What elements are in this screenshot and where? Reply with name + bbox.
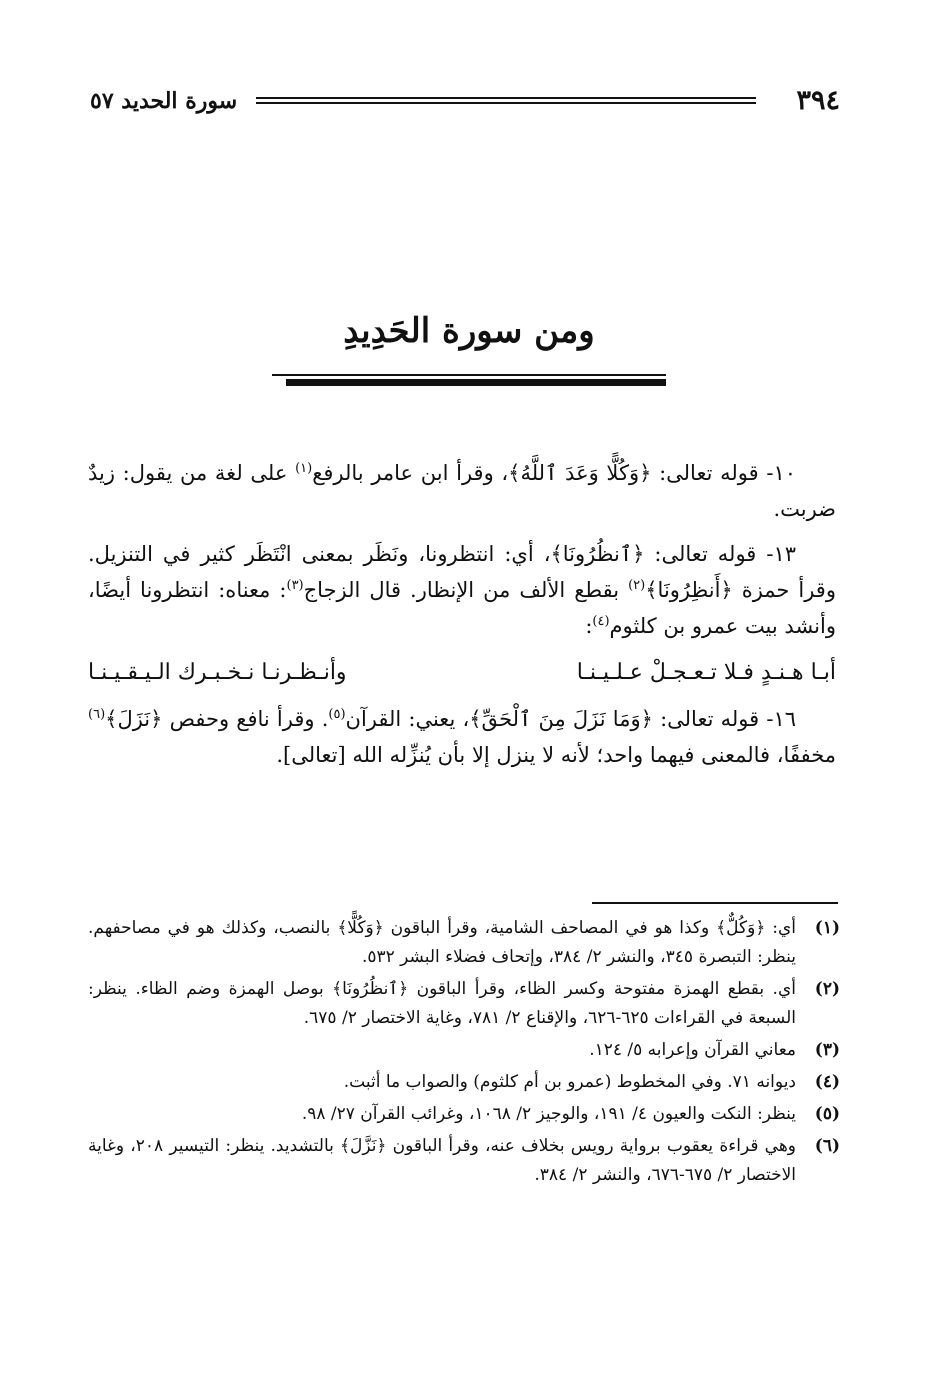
footnote-number: (٥): [814, 1104, 840, 1124]
poem-second-hemistich: وأنـظـرنـا نـخـبـرك الـيـقـيـنـا: [88, 660, 347, 685]
running-title: سورة الحديد ٥٧: [90, 88, 238, 114]
footnote-ref-1: (١): [295, 461, 313, 476]
footnote-ref-3: (٣): [286, 578, 304, 593]
paragraph-verse-10: ١٠- قوله تعالى: ﴿وَكُلًّا وَعَدَ ٱللَّهُ﴾، وقرأ ابن عامر بالرفع$^{(١)}$ على لغة من يقول: زيدٌ ضربت.: [88, 461, 836, 521]
footnote-item: [88, 1036, 840, 1065]
footnote-number: (٣): [814, 1040, 840, 1060]
page-number: ٣٩٤: [796, 85, 840, 116]
footnote-number: (٢): [814, 979, 840, 999]
paragraph-verse-16: ١٦- قوله تعالى: ﴿وَمَا نَزَلَ مِنَ ٱلْحَقِّ﴾، يعني: القرآن$^{(٥)}$. وقرأ نافع وحفص ﴿نَزَلَ﴾$^{(٦)}$ مخففًا، فالمعنى فيهما واحد؛ لأنه لا ينزل إلا بأن يُنزِّله الله [تعالى].: [88, 707, 836, 767]
footnote-text: ديوانه ٧١. وفي المخطوط (عمرو بن أم كلثوم) والصواب ما أثبت.: [343, 1072, 796, 1092]
footnote-number: (٦): [814, 1136, 840, 1156]
footnote-ref-6: (٦): [88, 707, 106, 722]
footnote-item: [88, 975, 840, 1033]
poem-verse: [88, 653, 836, 693]
footnote-separator: [592, 902, 838, 904]
running-header: [90, 84, 840, 118]
paragraph-verse-13: ١٣- قوله تعالى: ﴿ٱنظُرُونَا﴾، أي: انتظرونا، ونَظَر بمعنى انْتَظَر كثير في التنزيل. وقرأ حمزة ﴿أَنظِرُونَا﴾$^{(٢)}$ بقطع الألف من الإنظار. قال الزجاج$^{(٣)}$: معناه: انتظرونا أيضًا، وأنشد بيت عمرو بن كلثوم$^{(٤)}$:: [88, 542, 836, 638]
surah-heading: ومن سورة الحَدِيدِ: [343, 311, 595, 351]
footnote-item: [88, 1132, 840, 1190]
footnote-text: معاني القرآن وإعرابه ٥/ ١٢٤.: [589, 1040, 796, 1060]
footnote-ref-5: (٥): [328, 707, 346, 722]
footnote-text: أي: ﴿وَكُلٌّ﴾ وكذا هو في المصاحف الشامية، وقرأ الباقون ﴿وَكُلًّا﴾ بالنصب، وكذلك هو في مصاحفهم. ينظر: التبصرة ٣٤٥، والنشر ٢/ ٣٨٤، وإتحاف فضلاء البشر ٥٣٢.: [88, 918, 796, 967]
footnote-number: (١): [814, 918, 840, 938]
poem-first-hemistich: أبـا هـنـدٍ فـلا تـعـجـلْ عـلـيـنـا: [576, 660, 836, 685]
footnote-ref-2: (٢): [628, 578, 646, 593]
heading-rule: [272, 374, 666, 388]
header-double-rule: [256, 97, 756, 105]
footnote-item: [88, 1100, 840, 1129]
main-text: [88, 455, 836, 782]
footnote-number: (٤): [814, 1072, 840, 1092]
footnote-text: أي. بقطع الهمزة مفتوحة وكسر الظاء، وقرأ الباقون ﴿ٱنظُرُونَا﴾ بوصل الهمزة وضم الظاء. ينظر: السبعة في القراءات ٦٢٥-٦٢٦، والإقناع ٢/ ٧٨١، وغاية الاختصار ٢/ ٦٧٥.: [88, 979, 796, 1028]
footnote-item: [88, 914, 840, 972]
footnote-text: وهي قراءة يعقوب برواية رويس بخلاف عنه، وقرأ الباقون ﴿نَزَّلَ﴾ بالتشديد. ينظر: التيسير ٢٠٨، وغاية الاختصار ٢/ ٦٧٥-٦٧٦، والنشر ٢/ ٣٨٤.: [88, 1136, 796, 1185]
footnotes: [88, 914, 840, 1193]
footnote-text: ينظر: النكت والعيون ٤/ ١٩١، والوجيز ٢/ ١٠٦٨، وغرائب القرآن ٢٧/ ٩٨.: [301, 1104, 796, 1124]
footnote-item: [88, 1068, 840, 1097]
footnote-ref-4: (٤): [592, 614, 610, 629]
